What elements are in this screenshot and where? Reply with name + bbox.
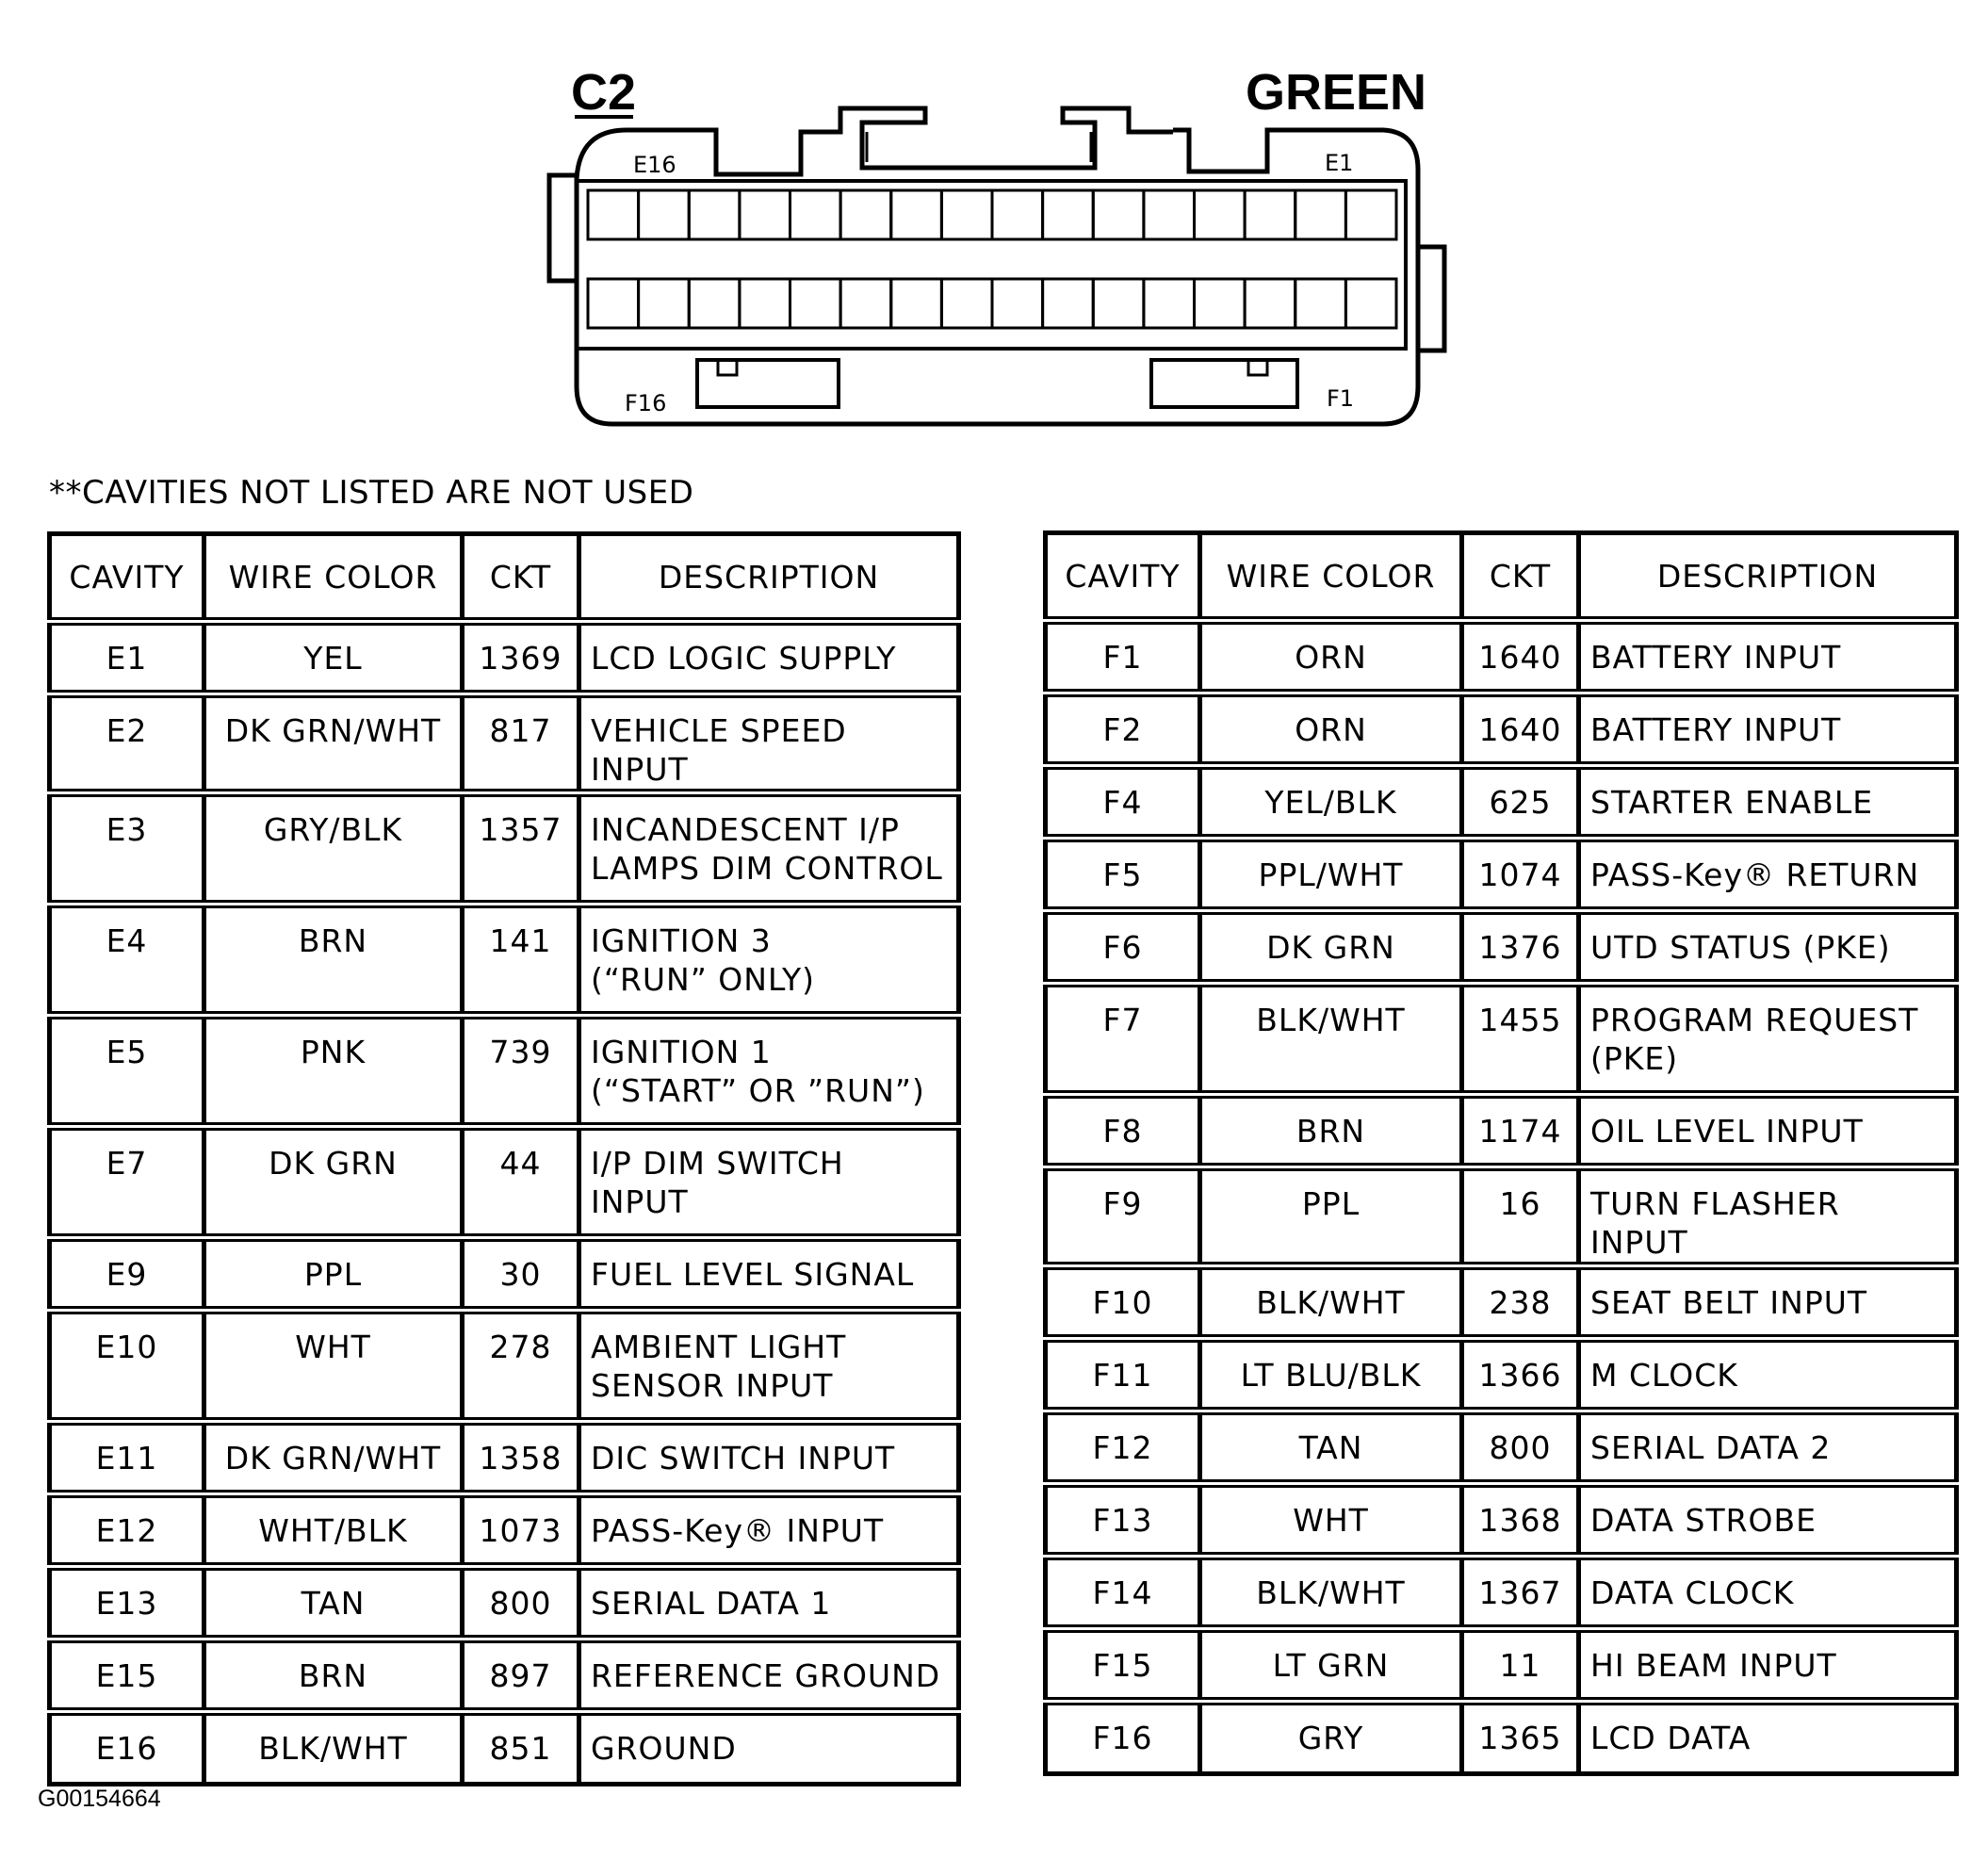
wire-color-cell: BLK/WHT — [1200, 1266, 1462, 1339]
pin-label-e16: E16 — [633, 152, 676, 178]
pin-cavity — [992, 190, 1043, 239]
ckt-cell: 1367 — [1462, 1557, 1579, 1629]
pin-cavity — [790, 279, 841, 328]
description-cell — [1579, 1629, 1957, 1702]
wire-color-cell: BRN — [1200, 1095, 1462, 1167]
cavity-cell: F7 — [1046, 984, 1200, 1095]
cavity-table-f — [1043, 530, 1959, 1776]
description-cell — [579, 1639, 959, 1712]
cavity-cell: E1 — [50, 622, 204, 694]
description-cell — [579, 1567, 959, 1639]
wire-color-cell: BLK/WHT — [1200, 1557, 1462, 1629]
description-cell — [1579, 766, 1957, 839]
pin-cavity — [1245, 190, 1295, 239]
description-cell — [1579, 1484, 1957, 1557]
pin-label-f16: F16 — [625, 390, 667, 416]
header-description: DESCRIPTION — [579, 534, 959, 622]
pin-cavity — [891, 190, 942, 239]
cavity-cell: E13 — [50, 1567, 204, 1639]
table-row — [50, 905, 959, 1016]
pin-cavity — [1345, 279, 1396, 328]
pin-cavity — [891, 279, 942, 328]
pin-cavity — [639, 190, 690, 239]
cavity-cell: F11 — [1046, 1339, 1200, 1411]
ckt-cell: 1640 — [1462, 693, 1579, 766]
ckt-cell: 897 — [463, 1639, 579, 1712]
description-line: TURN FLASHER INPUT — [1590, 1185, 1840, 1261]
pin-cavity — [1295, 279, 1346, 328]
description-line: OIL LEVEL INPUT — [1590, 1113, 1864, 1150]
description-line: DATA STROBE — [1590, 1502, 1817, 1539]
pin-cavity — [1295, 190, 1346, 239]
cavity-cell: F8 — [1046, 1095, 1200, 1167]
table-row — [1046, 1629, 1957, 1702]
header-ckt: CKT — [463, 534, 579, 622]
pin-cavity — [740, 190, 790, 239]
table-row — [50, 1422, 959, 1494]
cavity-cell: F1 — [1046, 621, 1200, 693]
cavity-cell: E4 — [50, 905, 204, 1016]
table-row — [1046, 1167, 1957, 1266]
description-line: DIC SWITCH INPUT — [591, 1440, 896, 1476]
description-line: PASS-Key® RETURN — [1590, 856, 1920, 893]
wire-color-cell: PNK — [204, 1016, 463, 1127]
ckt-cell: 238 — [1462, 1266, 1579, 1339]
pin-cavity — [1093, 279, 1144, 328]
table-row — [50, 793, 959, 905]
pin-cavity — [1345, 190, 1396, 239]
table-row — [1046, 1702, 1957, 1774]
table-row — [50, 1494, 959, 1567]
ckt-cell: 1366 — [1462, 1339, 1579, 1411]
table-row — [50, 1238, 959, 1311]
table-row — [1046, 984, 1957, 1095]
ckt-cell: 1074 — [1462, 839, 1579, 911]
ckt-cell: 851 — [463, 1712, 579, 1785]
description-line: AMBIENT LIGHT — [591, 1329, 847, 1365]
table-row — [50, 622, 959, 694]
table-row — [1046, 1484, 1957, 1557]
table-row — [1046, 1339, 1957, 1411]
header-cavity: CAVITY — [50, 534, 204, 622]
cavity-cell: F6 — [1046, 911, 1200, 984]
description-cell — [1579, 1167, 1957, 1266]
description-line: PASS-Key® INPUT — [591, 1512, 885, 1549]
table-row — [50, 694, 959, 793]
description-line: GROUND — [591, 1730, 737, 1767]
pin-row-top — [588, 190, 1396, 239]
description-line: IGNITION 1 — [591, 1034, 772, 1070]
description-line: REFERENCE GROUND — [591, 1657, 941, 1694]
ckt-cell: 817 — [463, 694, 579, 793]
wire-color-cell: TAN — [1200, 1411, 1462, 1484]
description-line: SERIAL DATA 2 — [1590, 1429, 1832, 1466]
pin-cavity — [740, 279, 790, 328]
ckt-cell: 625 — [1462, 766, 1579, 839]
pin-cavity — [689, 190, 740, 239]
description-line: SEAT BELT INPUT — [1590, 1284, 1868, 1321]
connector-housing — [549, 108, 1444, 424]
table-row — [50, 1311, 959, 1422]
header-wire-color: WIRE COLOR — [204, 534, 463, 622]
table-row — [50, 1639, 959, 1712]
table-row — [50, 1567, 959, 1639]
table-row — [1046, 1095, 1957, 1167]
description-cell — [579, 1422, 959, 1494]
pin-cavity — [639, 279, 690, 328]
cavity-cell: E12 — [50, 1494, 204, 1567]
description-line: SENSOR INPUT — [591, 1367, 834, 1404]
pin-label-f1: F1 — [1327, 385, 1355, 412]
pin-cavity — [1144, 279, 1195, 328]
header-description: DESCRIPTION — [1579, 533, 1957, 621]
description-line: FUEL LEVEL SIGNAL — [591, 1256, 915, 1293]
pin-cavity — [689, 279, 740, 328]
cavity-cell: F10 — [1046, 1266, 1200, 1339]
ckt-cell: 141 — [463, 905, 579, 1016]
ckt-cell: 1640 — [1462, 621, 1579, 693]
pin-cavity — [1195, 190, 1246, 239]
description-cell — [579, 793, 959, 905]
pin-cavity — [588, 190, 639, 239]
wire-color-cell: DK GRN — [1200, 911, 1462, 984]
wire-color-cell: BLK/WHT — [204, 1712, 463, 1785]
cavity-cell: E16 — [50, 1712, 204, 1785]
table-row — [1046, 1557, 1957, 1629]
wire-color-cell: LT GRN — [1200, 1629, 1462, 1702]
cavity-cell: F12 — [1046, 1411, 1200, 1484]
description-cell — [1579, 839, 1957, 911]
cavity-cell: F2 — [1046, 693, 1200, 766]
description-cell — [1579, 1702, 1957, 1774]
table-row — [1046, 766, 1957, 839]
pin-cavity — [1043, 279, 1094, 328]
ckt-cell: 1455 — [1462, 984, 1579, 1095]
wire-color-cell: BRN — [204, 905, 463, 1016]
pin-label-e1: E1 — [1325, 150, 1354, 176]
header-cavity: CAVITY — [1046, 533, 1200, 621]
wire-color-cell: ORN — [1200, 693, 1462, 766]
description-line: PROGRAM REQUEST — [1590, 1002, 1919, 1038]
description-cell — [579, 1127, 959, 1238]
cavity-cell: E9 — [50, 1238, 204, 1311]
description-line: M CLOCK — [1590, 1357, 1738, 1394]
ckt-cell: 1357 — [463, 793, 579, 905]
ckt-cell: 1365 — [1462, 1702, 1579, 1774]
ckt-cell: 1073 — [463, 1494, 579, 1567]
description-cell — [579, 1016, 959, 1127]
wire-color-cell: WHT — [204, 1311, 463, 1422]
description-line: INCANDESCENT I/P — [591, 811, 900, 848]
description-line: BATTERY INPUT — [1590, 639, 1842, 676]
description-cell — [1579, 1411, 1957, 1484]
description-line: VEHICLE SPEED INPUT — [591, 712, 847, 788]
description-line: HI BEAM INPUT — [1590, 1647, 1837, 1684]
connector-id: C2 — [571, 64, 637, 121]
pin-cavity — [1093, 190, 1144, 239]
pin-cavity — [840, 190, 891, 239]
description-line: BATTERY INPUT — [1590, 711, 1842, 748]
wire-color-cell: PPL/WHT — [1200, 839, 1462, 911]
pin-cavity — [1195, 279, 1246, 328]
table-row — [1046, 621, 1957, 693]
connector-color: GREEN — [1246, 64, 1427, 121]
ckt-cell: 278 — [463, 1311, 579, 1422]
description-line: DATA CLOCK — [1590, 1574, 1795, 1611]
description-line: (“START” OR ”RUN”) — [591, 1072, 925, 1109]
description-line: UTD STATUS (PKE) — [1590, 929, 1891, 966]
wire-color-cell: YEL — [204, 622, 463, 694]
cavity-cell: F5 — [1046, 839, 1200, 911]
description-line: LCD DATA — [1590, 1720, 1752, 1756]
description-cell — [579, 905, 959, 1016]
table-row — [1046, 911, 1957, 984]
pin-cavity — [840, 279, 891, 328]
figure-id: G00154664 — [38, 1786, 161, 1812]
ckt-cell: 44 — [463, 1127, 579, 1238]
pin-cavity — [992, 279, 1043, 328]
cavity-cell: E2 — [50, 694, 204, 793]
ckt-cell: 739 — [463, 1016, 579, 1127]
cavity-table-e — [47, 531, 961, 1786]
cavity-cell: F16 — [1046, 1702, 1200, 1774]
pin-cavity — [790, 190, 841, 239]
wire-color-cell: DK GRN — [204, 1127, 463, 1238]
ckt-cell: 1358 — [463, 1422, 579, 1494]
description-cell — [579, 1712, 959, 1785]
ckt-cell: 11 — [1462, 1629, 1579, 1702]
ckt-cell: 1369 — [463, 622, 579, 694]
ckt-cell: 800 — [463, 1567, 579, 1639]
description-line: STARTER ENABLE — [1590, 784, 1874, 821]
wire-color-cell: PPL — [1200, 1167, 1462, 1266]
ckt-cell: 30 — [463, 1238, 579, 1311]
description-line: (“RUN” ONLY) — [591, 961, 816, 998]
cavity-cell: F15 — [1046, 1629, 1200, 1702]
table-row — [1046, 839, 1957, 911]
description-cell — [579, 622, 959, 694]
description-cell — [1579, 1266, 1957, 1339]
description-cell — [1579, 1095, 1957, 1167]
wire-color-cell: WHT/BLK — [204, 1494, 463, 1567]
wire-color-cell: DK GRN/WHT — [204, 694, 463, 793]
description-cell — [579, 1494, 959, 1567]
description-cell — [1579, 693, 1957, 766]
description-cell — [1579, 621, 1957, 693]
wire-color-cell: BRN — [204, 1639, 463, 1712]
table-row — [1046, 693, 1957, 766]
ckt-cell: 1174 — [1462, 1095, 1579, 1167]
pin-row-bottom — [588, 279, 1396, 328]
description-cell — [579, 1311, 959, 1422]
wire-color-cell: GRY/BLK — [204, 793, 463, 905]
table-row — [1046, 1411, 1957, 1484]
wire-color-cell: WHT — [1200, 1484, 1462, 1557]
cavity-cell: E7 — [50, 1127, 204, 1238]
cavity-cell: E3 — [50, 793, 204, 905]
description-line: (PKE) — [1590, 1040, 1679, 1077]
ckt-cell: 800 — [1462, 1411, 1579, 1484]
unused-cavities-note: **CAVITIES NOT LISTED ARE NOT USED — [49, 474, 694, 512]
description-cell — [579, 1238, 959, 1311]
table-row — [50, 1016, 959, 1127]
header-ckt: CKT — [1462, 533, 1579, 621]
ckt-cell: 1368 — [1462, 1484, 1579, 1557]
wire-color-cell: TAN — [204, 1567, 463, 1639]
pin-cavity — [941, 190, 992, 239]
wire-color-cell: LT BLU/BLK — [1200, 1339, 1462, 1411]
cavity-cell: E15 — [50, 1639, 204, 1712]
description-line: IGNITION 3 — [591, 922, 772, 959]
description-cell — [1579, 1339, 1957, 1411]
table-row — [50, 1127, 959, 1238]
description-cell — [1579, 911, 1957, 984]
wire-color-cell: BLK/WHT — [1200, 984, 1462, 1095]
description-line: LAMPS DIM CONTROL — [591, 850, 943, 887]
description-line: LCD LOGIC SUPPLY — [591, 640, 897, 677]
header-wire-color: WIRE COLOR — [1200, 533, 1462, 621]
description-cell — [1579, 1557, 1957, 1629]
wire-color-cell: PPL — [204, 1238, 463, 1311]
description-line: SERIAL DATA 1 — [591, 1585, 832, 1622]
connector-diagram — [0, 0, 1988, 443]
cavity-cell: F9 — [1046, 1167, 1200, 1266]
description-cell — [1579, 984, 1957, 1095]
description-line: INPUT — [591, 1183, 689, 1220]
pin-cavity — [1144, 190, 1195, 239]
description-line: I/P DIM SWITCH — [591, 1145, 844, 1182]
pin-cavity — [1245, 279, 1295, 328]
wire-color-cell: GRY — [1200, 1702, 1462, 1774]
wire-color-cell: YEL/BLK — [1200, 766, 1462, 839]
cavity-cell: E5 — [50, 1016, 204, 1127]
wire-color-cell: DK GRN/WHT — [204, 1422, 463, 1494]
table-row — [50, 1712, 959, 1785]
pin-cavity — [588, 279, 639, 328]
table-row — [1046, 1266, 1957, 1339]
ckt-cell: 1376 — [1462, 911, 1579, 984]
ckt-cell: 16 — [1462, 1167, 1579, 1266]
wire-color-cell: ORN — [1200, 621, 1462, 693]
description-cell — [579, 694, 959, 793]
cavity-cell: F13 — [1046, 1484, 1200, 1557]
cavity-cell: E11 — [50, 1422, 204, 1494]
cavity-cell: E10 — [50, 1311, 204, 1422]
pin-cavity — [1043, 190, 1094, 239]
pin-cavity — [941, 279, 992, 328]
cavity-cell: F14 — [1046, 1557, 1200, 1629]
cavity-cell: F4 — [1046, 766, 1200, 839]
